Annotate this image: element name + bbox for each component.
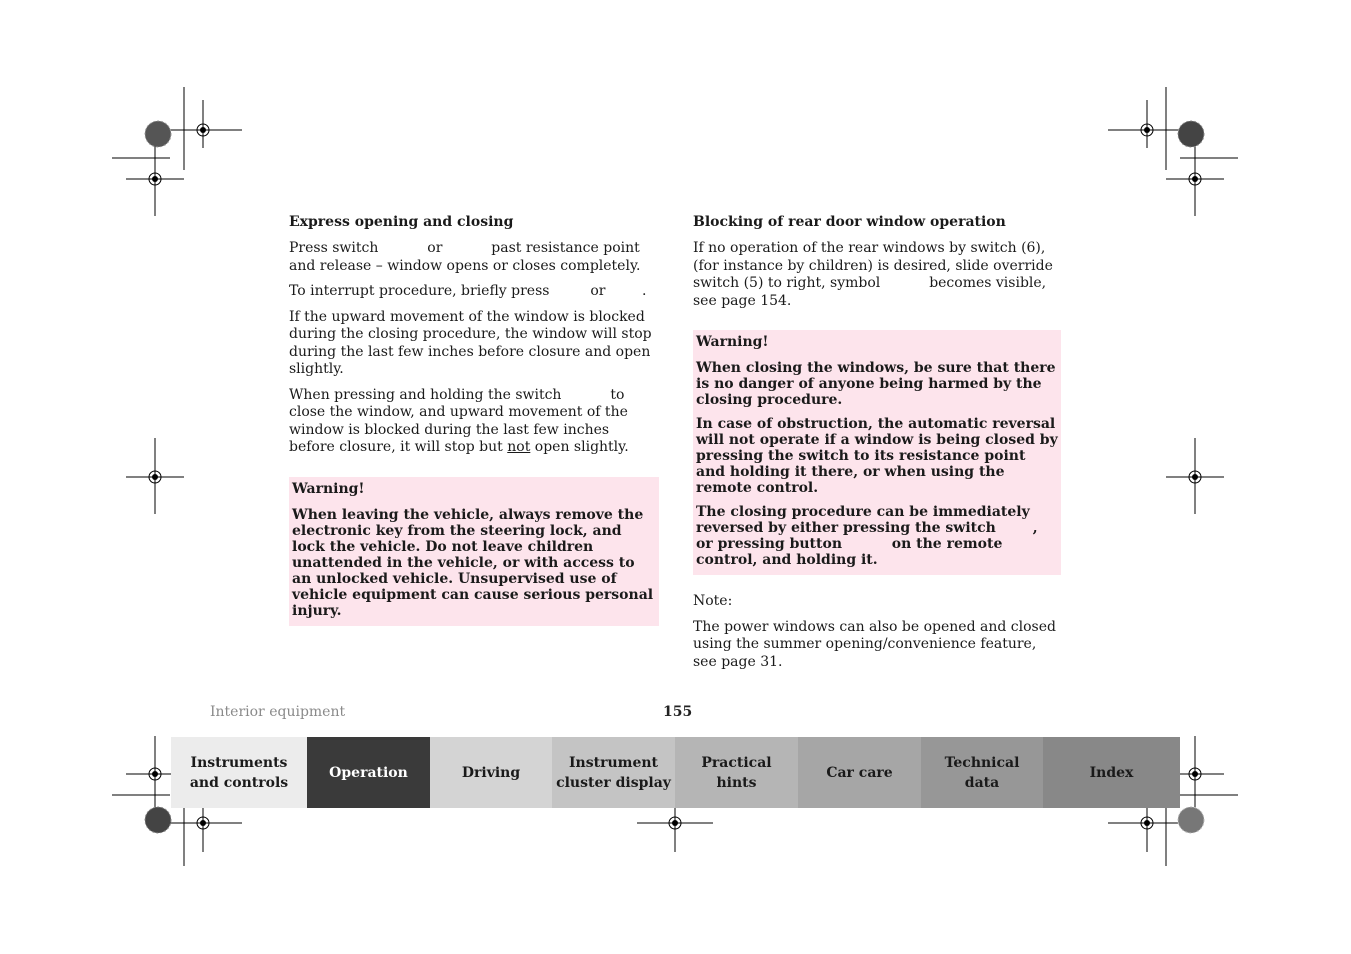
tab-driving[interactable]: [430, 737, 552, 808]
warning-paragraph-1: When closing the windows, be sure that there is no danger of anyone being harmed by the closing procedure.: [696, 360, 1056, 408]
tab-label: Instrument: [569, 754, 658, 771]
tab-label: cluster display: [556, 774, 671, 791]
text-span: or: [590, 283, 606, 299]
note-label: Note:: [693, 593, 733, 609]
tab-label: Practical hints: [701, 754, 772, 791]
text-span: or: [427, 240, 443, 256]
left-column: [289, 212, 659, 626]
text-span: to close the window, and upward movement of the window is blocked during the last few inches before closure, it will stop but: [289, 386, 628, 455]
paragraph-override: [693, 240, 1063, 310]
note-text: The power windows can also be opened and closed using the summer opening/convenience feature, see page 31.: [693, 618, 1056, 670]
crosshair-icon: [166, 100, 242, 148]
right-column: [693, 212, 1063, 679]
text-span: , or pressing button: [696, 520, 1038, 552]
section-heading-blocking: Blocking of rear door window operation: [693, 214, 1006, 230]
text-span: If no operation of the rear windows by switch (6), (for instance by children) is desired, slide override switch (5) to right, symbol: [693, 240, 1053, 291]
crosshair-icon: [1108, 100, 1184, 148]
warning-box-right: [693, 330, 1061, 575]
warning-paragraph-3: [696, 504, 1058, 568]
crosshair-icon: [166, 806, 242, 852]
tab-label: and controls: [189, 774, 289, 791]
paragraph-blocked: If the upward movement of the window is blocked during the closing procedure, the window will stop during the last few inches before closure and open slightly.: [289, 308, 652, 377]
footer-section-title: Interior equipment: [210, 704, 346, 720]
paragraph-holding: [289, 387, 659, 457]
warning-title: Warning!: [292, 480, 365, 497]
warning-title: Warning!: [696, 334, 769, 350]
warning-box-left: [289, 477, 659, 626]
crosshair-icon: [637, 802, 713, 852]
starburst-icon: [145, 807, 171, 833]
tab-operation[interactable]: [307, 737, 430, 808]
tab-instruments-and-controls[interactable]: [171, 737, 307, 808]
tab-label: Instruments: [190, 754, 288, 771]
tab-car-care[interactable]: [798, 737, 921, 808]
text-span: on the remote control, and holding it.: [696, 536, 1003, 568]
text-span: Press switch: [289, 240, 379, 256]
warning-text: When leaving the vehicle, always remove the electronic key from the steering lock, and lock the vehicle. Do not leave children unattended in the vehicle, or with access to an unlocked vehicle. Unsupervised use of vehicle equipment can cause serious personal injury.: [292, 506, 654, 619]
chapter-navigation: [171, 737, 1180, 808]
starburst-icon: [145, 121, 171, 147]
tab-practical-hints[interactable]: [675, 737, 798, 808]
tab-label: data: [964, 774, 1000, 791]
starburst-icon: [1178, 121, 1204, 147]
paragraph-press-switch: [289, 240, 659, 275]
tab-index[interactable]: [1043, 737, 1180, 808]
tab-label: Technical: [944, 754, 1020, 771]
tab-label: Index: [1089, 764, 1134, 781]
page-number: 155: [663, 704, 693, 720]
text-span: past resistance point and release – window opens or closes completely.: [289, 240, 641, 274]
crosshair-icon: [1108, 806, 1184, 852]
text-span: The closing procedure can be immediately reversed by either pressing the switch: [696, 504, 1030, 536]
text-span: becomes visible, see page 154.: [693, 275, 1047, 309]
text-span: open slightly.: [534, 439, 629, 455]
starburst-icon: [1178, 807, 1204, 833]
text-span: To interrupt procedure, briefly press: [289, 283, 550, 299]
tab-label: Car care: [826, 764, 893, 781]
tab-instrument-cluster-display[interactable]: [552, 737, 675, 808]
warning-paragraph-2: In case of obstruction, the automatic reversal will not operate if a window is being closed by pressing the switch to its resistance point and holding it there, or when using the remote control.: [696, 416, 1058, 496]
section-heading-express: Express opening and closing: [289, 214, 514, 230]
tab-label: Operation: [329, 764, 408, 781]
text-span: When pressing and holding the switch: [289, 386, 562, 403]
text-span: .: [641, 283, 647, 299]
tab-label: Driving: [461, 764, 521, 781]
tab-technical-data[interactable]: [921, 737, 1043, 808]
underlined-not: not: [507, 439, 531, 455]
paragraph-interrupt: [289, 283, 659, 301]
